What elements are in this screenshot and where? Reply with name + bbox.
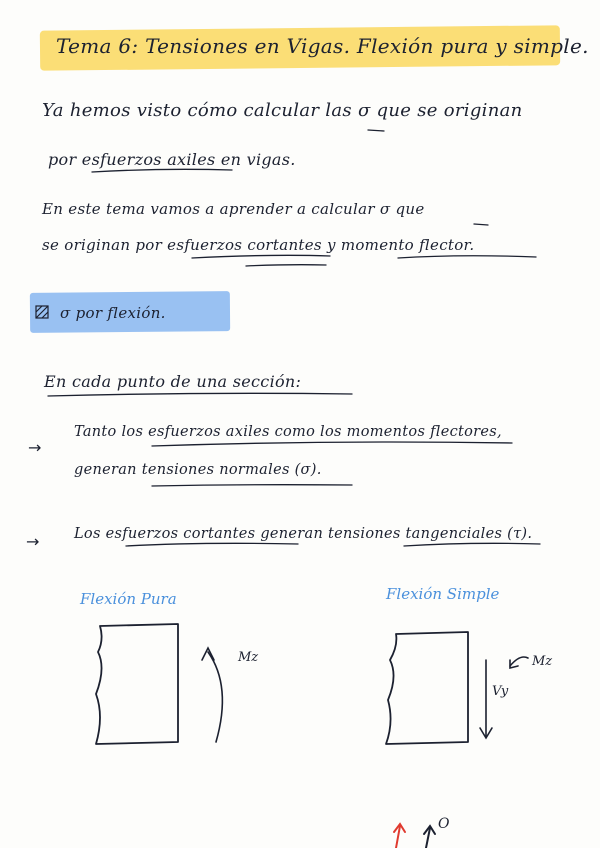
shear-arrow [480,660,492,738]
moment-arrow-right [510,657,528,668]
underline-esfuerzos-cortantes-2 [246,265,326,266]
bullet-arrow-icon: → [26,532,40,551]
underline-esfuerzos-cortantes-3 [126,543,298,546]
note-title: Tema 6: Tensiones en Vigas. Flexión pura y simple. [56,34,589,58]
underline-bullet1 [152,442,512,446]
underline-sigma-2 [474,224,488,225]
moment-arrow-left [202,648,222,742]
checkbox-icon [36,306,48,318]
pointer-arrow-icon [424,826,435,848]
text-line-1: Ya hemos visto cómo calcular las σ que se originan [42,100,523,121]
moment-label-left: Mz [238,650,259,665]
bullet-1-line-1: Tanto los esfuerzos axiles como los momentos flectores, [74,424,502,440]
text-line-2: por esfuerzos axiles en vigas. [48,150,296,169]
red-arrow-icon [394,824,405,848]
shear-label: Vy [492,684,509,699]
bullet-1-line-2: generan tensiones normales (σ). [74,462,322,478]
underline-momento-flector [398,256,536,258]
text-line-4: se originan por esfuerzos cortantes y momento flector. [42,236,475,254]
text-line-5: En cada punto de una sección: [44,372,302,391]
simple-bending-beam [386,632,468,744]
section-heading: σ por flexión. [60,304,166,322]
underline-tensiones-normales [152,485,352,486]
underline-sigma [368,130,384,131]
underline-section [48,393,352,396]
text-line-3: En este tema vamos a aprender a calcular σ que [42,200,425,218]
moment-label-right: Mz [532,654,553,669]
origin-label: O [438,816,450,832]
pure-bending-beam [96,624,178,744]
underline-esfuerzos-cortantes [192,255,330,258]
underline-tensiones-tangenciales [404,543,540,546]
bullet-arrow-icon: → [28,438,42,457]
bullet-2: Los esfuerzos cortantes generan tensiones tangenciales (τ). [74,526,533,542]
underline-esfuerzos-axiles [92,169,232,172]
pure-bending-label: Flexión Pura [80,590,177,608]
simple-bending-label: Flexión Simple [386,585,500,603]
